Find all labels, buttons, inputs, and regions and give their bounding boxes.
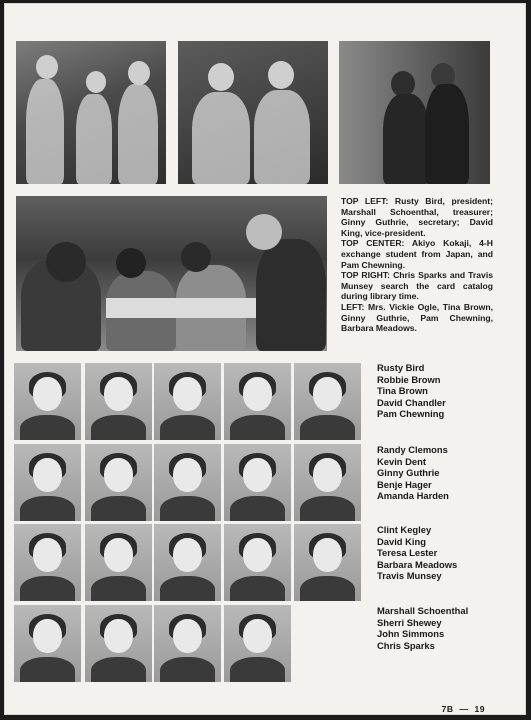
page-folio <box>442 704 485 714</box>
photo-caption <box>341 196 493 334</box>
student-name: Chris Sparks <box>377 639 435 651</box>
caption-top-center: TOP CENTER: Akiyo Kokaji, 4-H exchange student from Japan, and Pam Chewning. <box>341 238 493 270</box>
portrait <box>294 524 361 601</box>
portrait <box>14 605 81 682</box>
portrait <box>85 524 152 601</box>
student-name: John Simmons <box>377 628 445 640</box>
student-name: David Chandler <box>377 396 446 408</box>
portrait <box>14 363 81 440</box>
portrait <box>224 524 291 601</box>
student-name: Rusty Bird <box>377 362 425 373</box>
student-name: Travis Munsey <box>377 570 442 582</box>
folio-separator: — <box>459 704 469 714</box>
student-name: David King <box>377 535 426 547</box>
photo-library-group <box>16 196 327 351</box>
portrait <box>224 444 291 521</box>
caption-left: LEFT: Mrs. Vickie Ogle, Tina Brown, Ginny Guthrie, Pam Chewning, Barbara Meadows. <box>341 301 493 334</box>
name-list-row-1 <box>377 362 507 420</box>
caption-top-right: TOP RIGHT: Chris Sparks and Travis Munsey search the card catalog during library time. <box>341 270 493 302</box>
portrait <box>224 605 291 682</box>
photo-top-right <box>339 41 490 184</box>
student-name: Sherri Shewey <box>377 616 442 628</box>
photo-top-left <box>16 41 166 184</box>
yearbook-page <box>4 3 526 715</box>
folio-section: 7B <box>441 704 454 714</box>
student-name: Marshall Schoenthal <box>377 605 469 616</box>
student-name: Teresa Lester <box>377 547 438 559</box>
student-name: Pam Chewning <box>377 408 445 420</box>
student-name: Kevin Dent <box>377 455 426 467</box>
student-name: Benje Hager <box>377 478 432 490</box>
name-list-row-4 <box>377 605 507 651</box>
photo-top-center <box>178 41 328 184</box>
page-number: 19 <box>474 704 485 714</box>
portrait <box>154 363 221 440</box>
portrait <box>294 444 361 521</box>
portrait <box>154 605 221 682</box>
portrait <box>14 444 81 521</box>
portrait <box>294 363 361 440</box>
portrait <box>154 524 221 601</box>
portrait <box>154 444 221 521</box>
student-name: Randy Clemons <box>377 444 448 455</box>
name-list-row-3 <box>377 524 507 582</box>
student-name: Robbie Brown <box>377 373 441 385</box>
name-list-row-2 <box>377 444 507 502</box>
portrait <box>224 363 291 440</box>
student-name: Ginny Guthrie <box>377 467 440 479</box>
student-name: Clint Kegley <box>377 524 432 535</box>
portrait <box>85 363 152 440</box>
student-name: Barbara Meadows <box>377 558 458 570</box>
student-name: Amanda Harden <box>377 490 449 502</box>
student-name: Tina Brown <box>377 385 428 397</box>
portrait <box>85 605 152 682</box>
portrait <box>85 444 152 521</box>
caption-top-left: TOP LEFT: Rusty Bird, president; Marshall Schoenthal, treasurer; Ginny Guthrie, secretary; David King, vice-president. <box>341 196 493 238</box>
portrait <box>14 524 81 601</box>
